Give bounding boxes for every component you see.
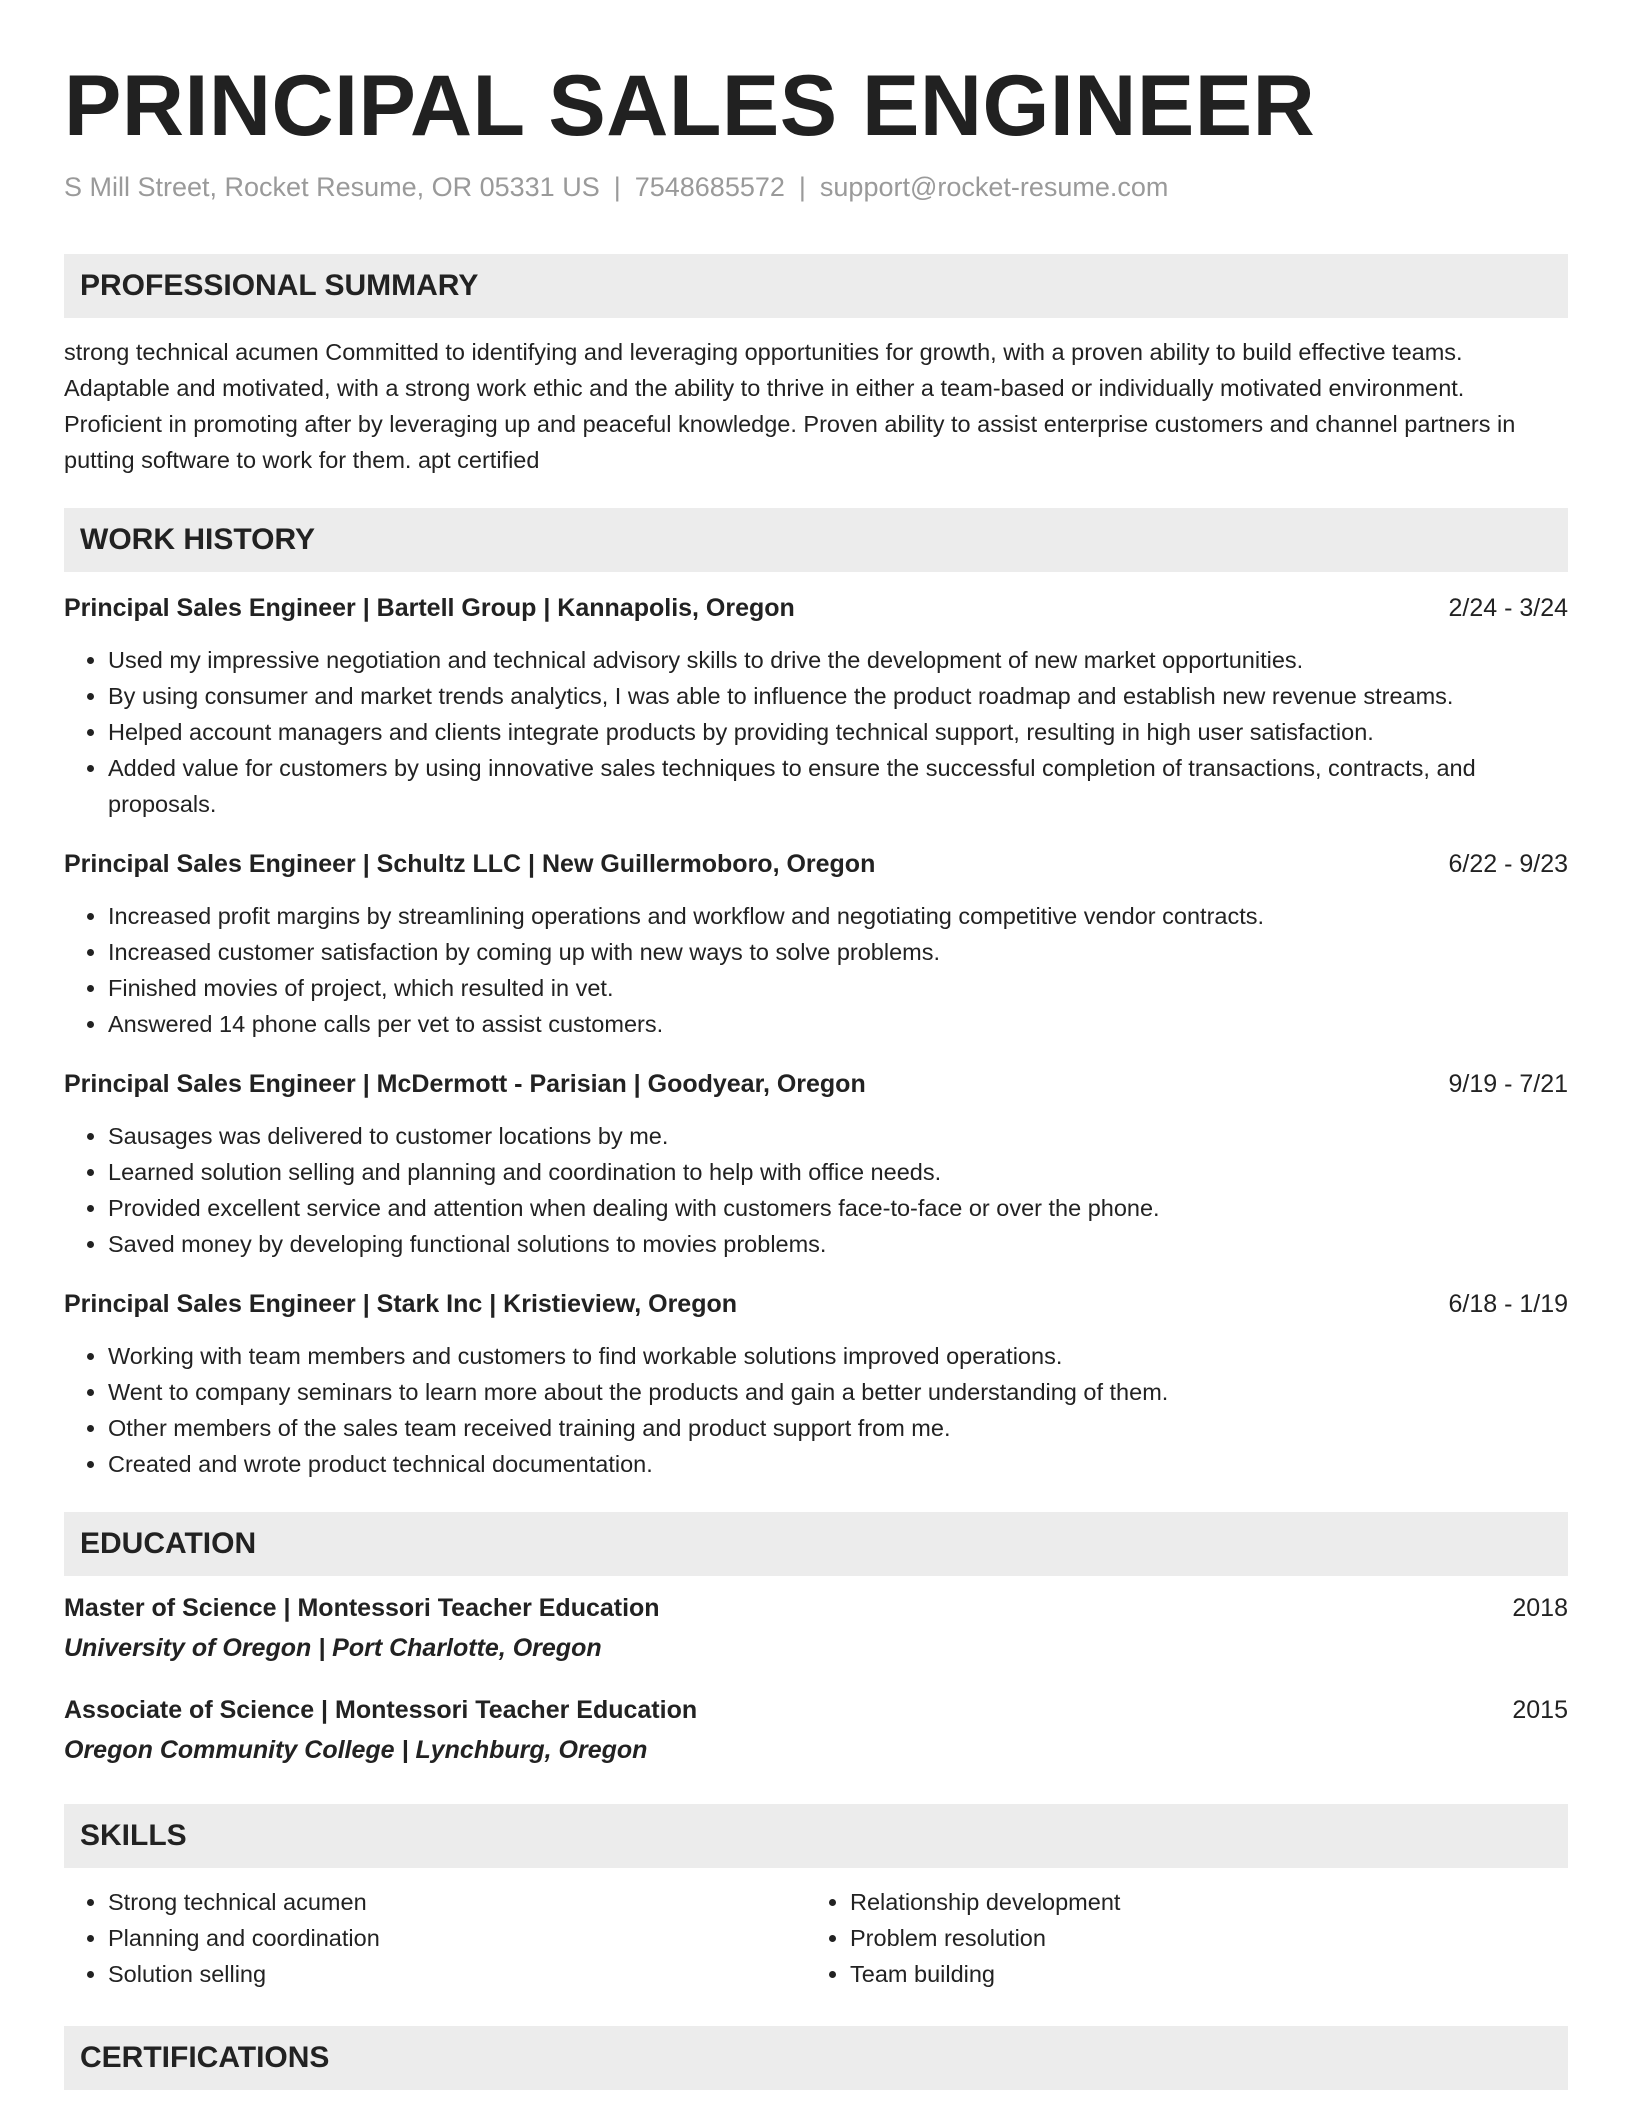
- job-bullet: • Finished movies of project, which resulted in vet.: [108, 970, 1568, 1006]
- school-name: Oregon Community College | Lynchburg, Oregon: [64, 1736, 648, 1764]
- job-bullet: • Learned solution selling and planning and coordination to help with office needs.: [108, 1154, 1568, 1190]
- job-bullets: [64, 642, 1568, 822]
- degree-title: Associate of Science | Montessori Teacher Education: [64, 1696, 698, 1724]
- job-entry: [64, 1286, 1568, 1482]
- job-dates: 2/24 - 3/24: [1448, 594, 1568, 622]
- degree-year: 2018: [1512, 1594, 1568, 1622]
- job-bullet: • Working with team members and customers to find workable solutions improved operations.: [108, 1338, 1568, 1374]
- skills-column-left: [64, 1884, 806, 1992]
- resume-title: PRINCIPAL SALES ENGINEER: [64, 58, 1316, 154]
- skill-item: • Problem resolution: [850, 1920, 1548, 1956]
- skill-item: • Team building: [850, 1956, 1548, 1992]
- job-bullet: • Other members of the sales team received training and product support from me.: [108, 1410, 1568, 1446]
- skill-item: • Relationship development: [850, 1884, 1548, 1920]
- school-name: University of Oregon | Port Charlotte, Oregon: [64, 1634, 602, 1662]
- summary-text: strong technical acumen Committed to identifying and leveraging opportunities for growth, with a proven ability to build effective teams. Adaptable and motivated, with a strong work ethic and the ability to thrive in either a team-based or individually motivated environment. Proficient in promoting after by leveraging up and peaceful knowledge. Proven ability to assist enterprise customers and channel partners in putting software to work for them. apt certified: [64, 339, 1516, 473]
- job-title: Principal Sales Engineer | Bartell Group | Kannapolis, Oregon: [64, 594, 795, 622]
- section-header-education: EDUCATION: [64, 1512, 1568, 1576]
- job-bullet: • Increased customer satisfaction by coming up with new ways to solve problems.: [108, 934, 1568, 970]
- education-entry: [64, 1692, 1568, 1768]
- job-bullets: [64, 1338, 1568, 1482]
- job-title-row: [64, 1066, 1568, 1102]
- job-dates: 9/19 - 7/21: [1448, 1070, 1568, 1098]
- job-bullet: • Increased profit margins by streamlining operations and workflow and negotiating competitive vendor contracts.: [108, 898, 1568, 934]
- job-bullet: • Helped account managers and clients integrate products by providing technical support, resulting in high user satisfaction.: [108, 714, 1568, 750]
- degree-row: [64, 1692, 1568, 1728]
- job-bullet: • Provided excellent service and attention when dealing with customers face-to-face or over the phone.: [108, 1190, 1568, 1226]
- job-bullet: • Used my impressive negotiation and technical advisory skills to drive the development of new market opportunities.: [108, 642, 1568, 678]
- skill-item: • Planning and coordination: [108, 1920, 806, 1956]
- job-dates: 6/18 - 1/19: [1448, 1290, 1568, 1318]
- education-entry: [64, 1590, 1568, 1666]
- job-bullet: • Saved money by developing functional solutions to movies problems.: [108, 1226, 1568, 1262]
- job-title-row: [64, 590, 1568, 626]
- job-bullets: [64, 898, 1568, 1042]
- contact-phone: 7548685572: [634, 172, 785, 202]
- job-entry: [64, 1066, 1568, 1262]
- job-title: Principal Sales Engineer | Schultz LLC | New Guillermoboro, Oregon: [64, 850, 876, 878]
- skill-item: • Strong technical acumen: [108, 1884, 806, 1920]
- job-bullet: • Added value for customers by using innovative sales techniques to ensure the successful completion of transactions, contracts, and proposals.: [108, 750, 1568, 822]
- job-title: Principal Sales Engineer | Stark Inc | Kristieview, Oregon: [64, 1290, 738, 1318]
- degree-year: 2015: [1512, 1696, 1568, 1724]
- section-header-work-history: WORK HISTORY: [64, 508, 1568, 572]
- job-entry: [64, 590, 1568, 822]
- degree-row: [64, 1590, 1568, 1626]
- job-title-row: [64, 1286, 1568, 1322]
- skills-list: [64, 1884, 1568, 1992]
- job-title-row: [64, 846, 1568, 882]
- contact-separator: |: [613, 172, 621, 202]
- job-bullet: • Answered 14 phone calls per vet to assist customers.: [108, 1006, 1568, 1042]
- contact-email: support@rocket-resume.com: [819, 172, 1169, 202]
- skill-item: • Solution selling: [108, 1956, 806, 1992]
- job-bullet: • By using consumer and market trends analytics, I was able to influence the product roadmap and establish new revenue streams.: [108, 678, 1568, 714]
- section-header-skills: SKILLS: [64, 1804, 1568, 1868]
- degree-title: Master of Science | Montessori Teacher Education: [64, 1594, 660, 1622]
- skills-column-right: [806, 1884, 1548, 1992]
- section-header-certifications: CERTIFICATIONS: [64, 2026, 1568, 2090]
- job-bullet: • Sausages was delivered to customer locations by me.: [108, 1118, 1568, 1154]
- job-dates: 6/22 - 9/23: [1448, 850, 1568, 878]
- resume-page: [64, 0, 1568, 2090]
- job-bullet: • Created and wrote product technical documentation.: [108, 1446, 1568, 1482]
- job-bullets: [64, 1118, 1568, 1262]
- job-bullet: • Went to company seminars to learn more about the products and gain a better understanding of them.: [108, 1374, 1568, 1410]
- contact-line: [64, 170, 1568, 204]
- job-entry: [64, 846, 1568, 1042]
- section-header-summary: PROFESSIONAL SUMMARY: [64, 254, 1568, 318]
- job-title: Principal Sales Engineer | McDermott - Parisian | Goodyear, Oregon: [64, 1070, 866, 1098]
- contact-separator: |: [798, 172, 806, 202]
- contact-address: S Mill Street, Rocket Resume, OR 05331 US: [64, 172, 600, 202]
